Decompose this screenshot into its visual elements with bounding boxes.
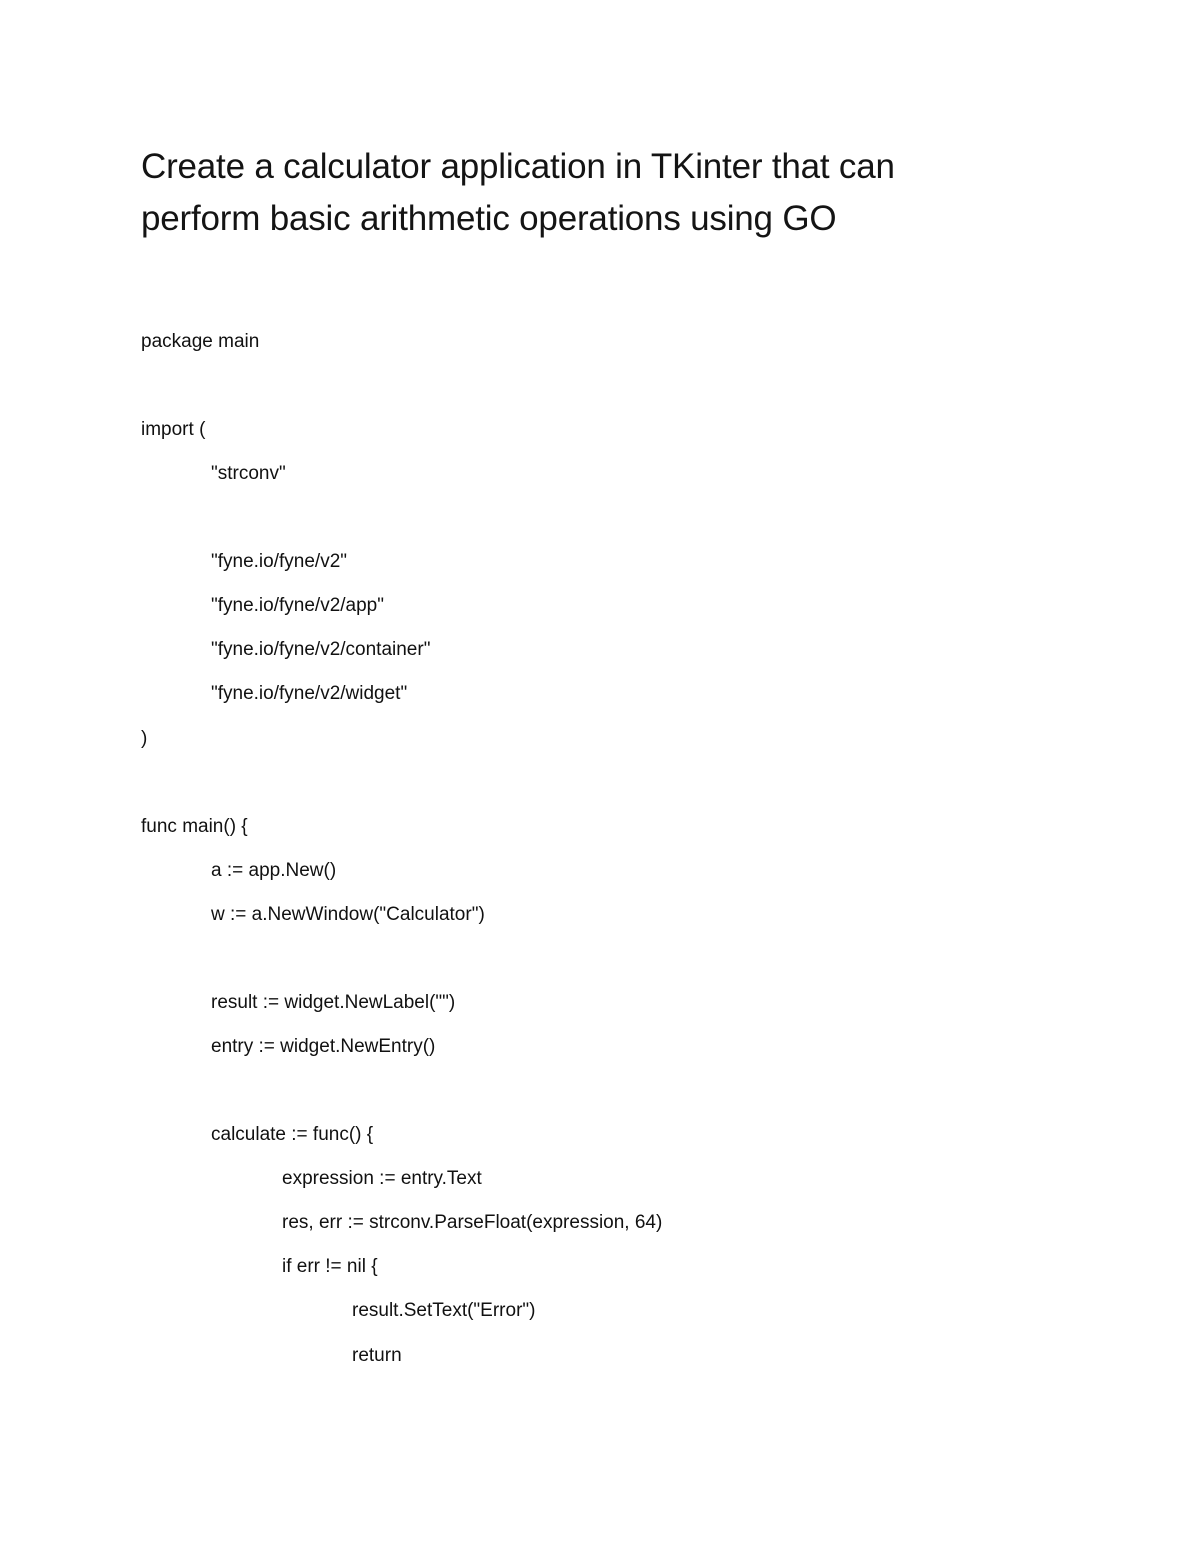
code-line-return: return [352, 1345, 402, 1366]
document-title [141, 141, 1101, 245]
code-line-import-app: "fyne.io/fyne/v2/app" [211, 595, 384, 616]
title-line-1: Create a calculator application in TKinter that can [141, 147, 895, 186]
title-line-2: perform basic arithmetic operations using GO [141, 199, 837, 238]
code-line-calculate-func: calculate := func() { [211, 1124, 374, 1145]
code-line-import-widget: "fyne.io/fyne/v2/widget" [211, 683, 408, 704]
code-line-import-open: import ( [141, 419, 206, 440]
code-line-if-err: if err != nil { [282, 1256, 378, 1277]
code-line-expression: expression := entry.Text [282, 1168, 482, 1189]
code-line-parse-float: res, err := strconv.ParseFloat(expression, 64) [282, 1212, 663, 1233]
code-line-package: package main [141, 331, 260, 352]
code-line-import-close: ) [141, 728, 148, 749]
code-line-import-container: "fyne.io/fyne/v2/container" [211, 639, 431, 660]
code-line-set-error: result.SetText("Error") [352, 1300, 536, 1321]
code-line-app-new: a := app.New() [211, 860, 337, 881]
code-line-new-window: w := a.NewWindow("Calculator") [211, 904, 485, 925]
code-line-func-main: func main() { [141, 816, 248, 837]
code-line-entry: entry := widget.NewEntry() [211, 1036, 436, 1057]
code-line-import-strconv: "strconv" [211, 463, 286, 484]
code-line-import-fyne: "fyne.io/fyne/v2" [211, 551, 348, 572]
code-line-result-label: result := widget.NewLabel("") [211, 992, 456, 1013]
